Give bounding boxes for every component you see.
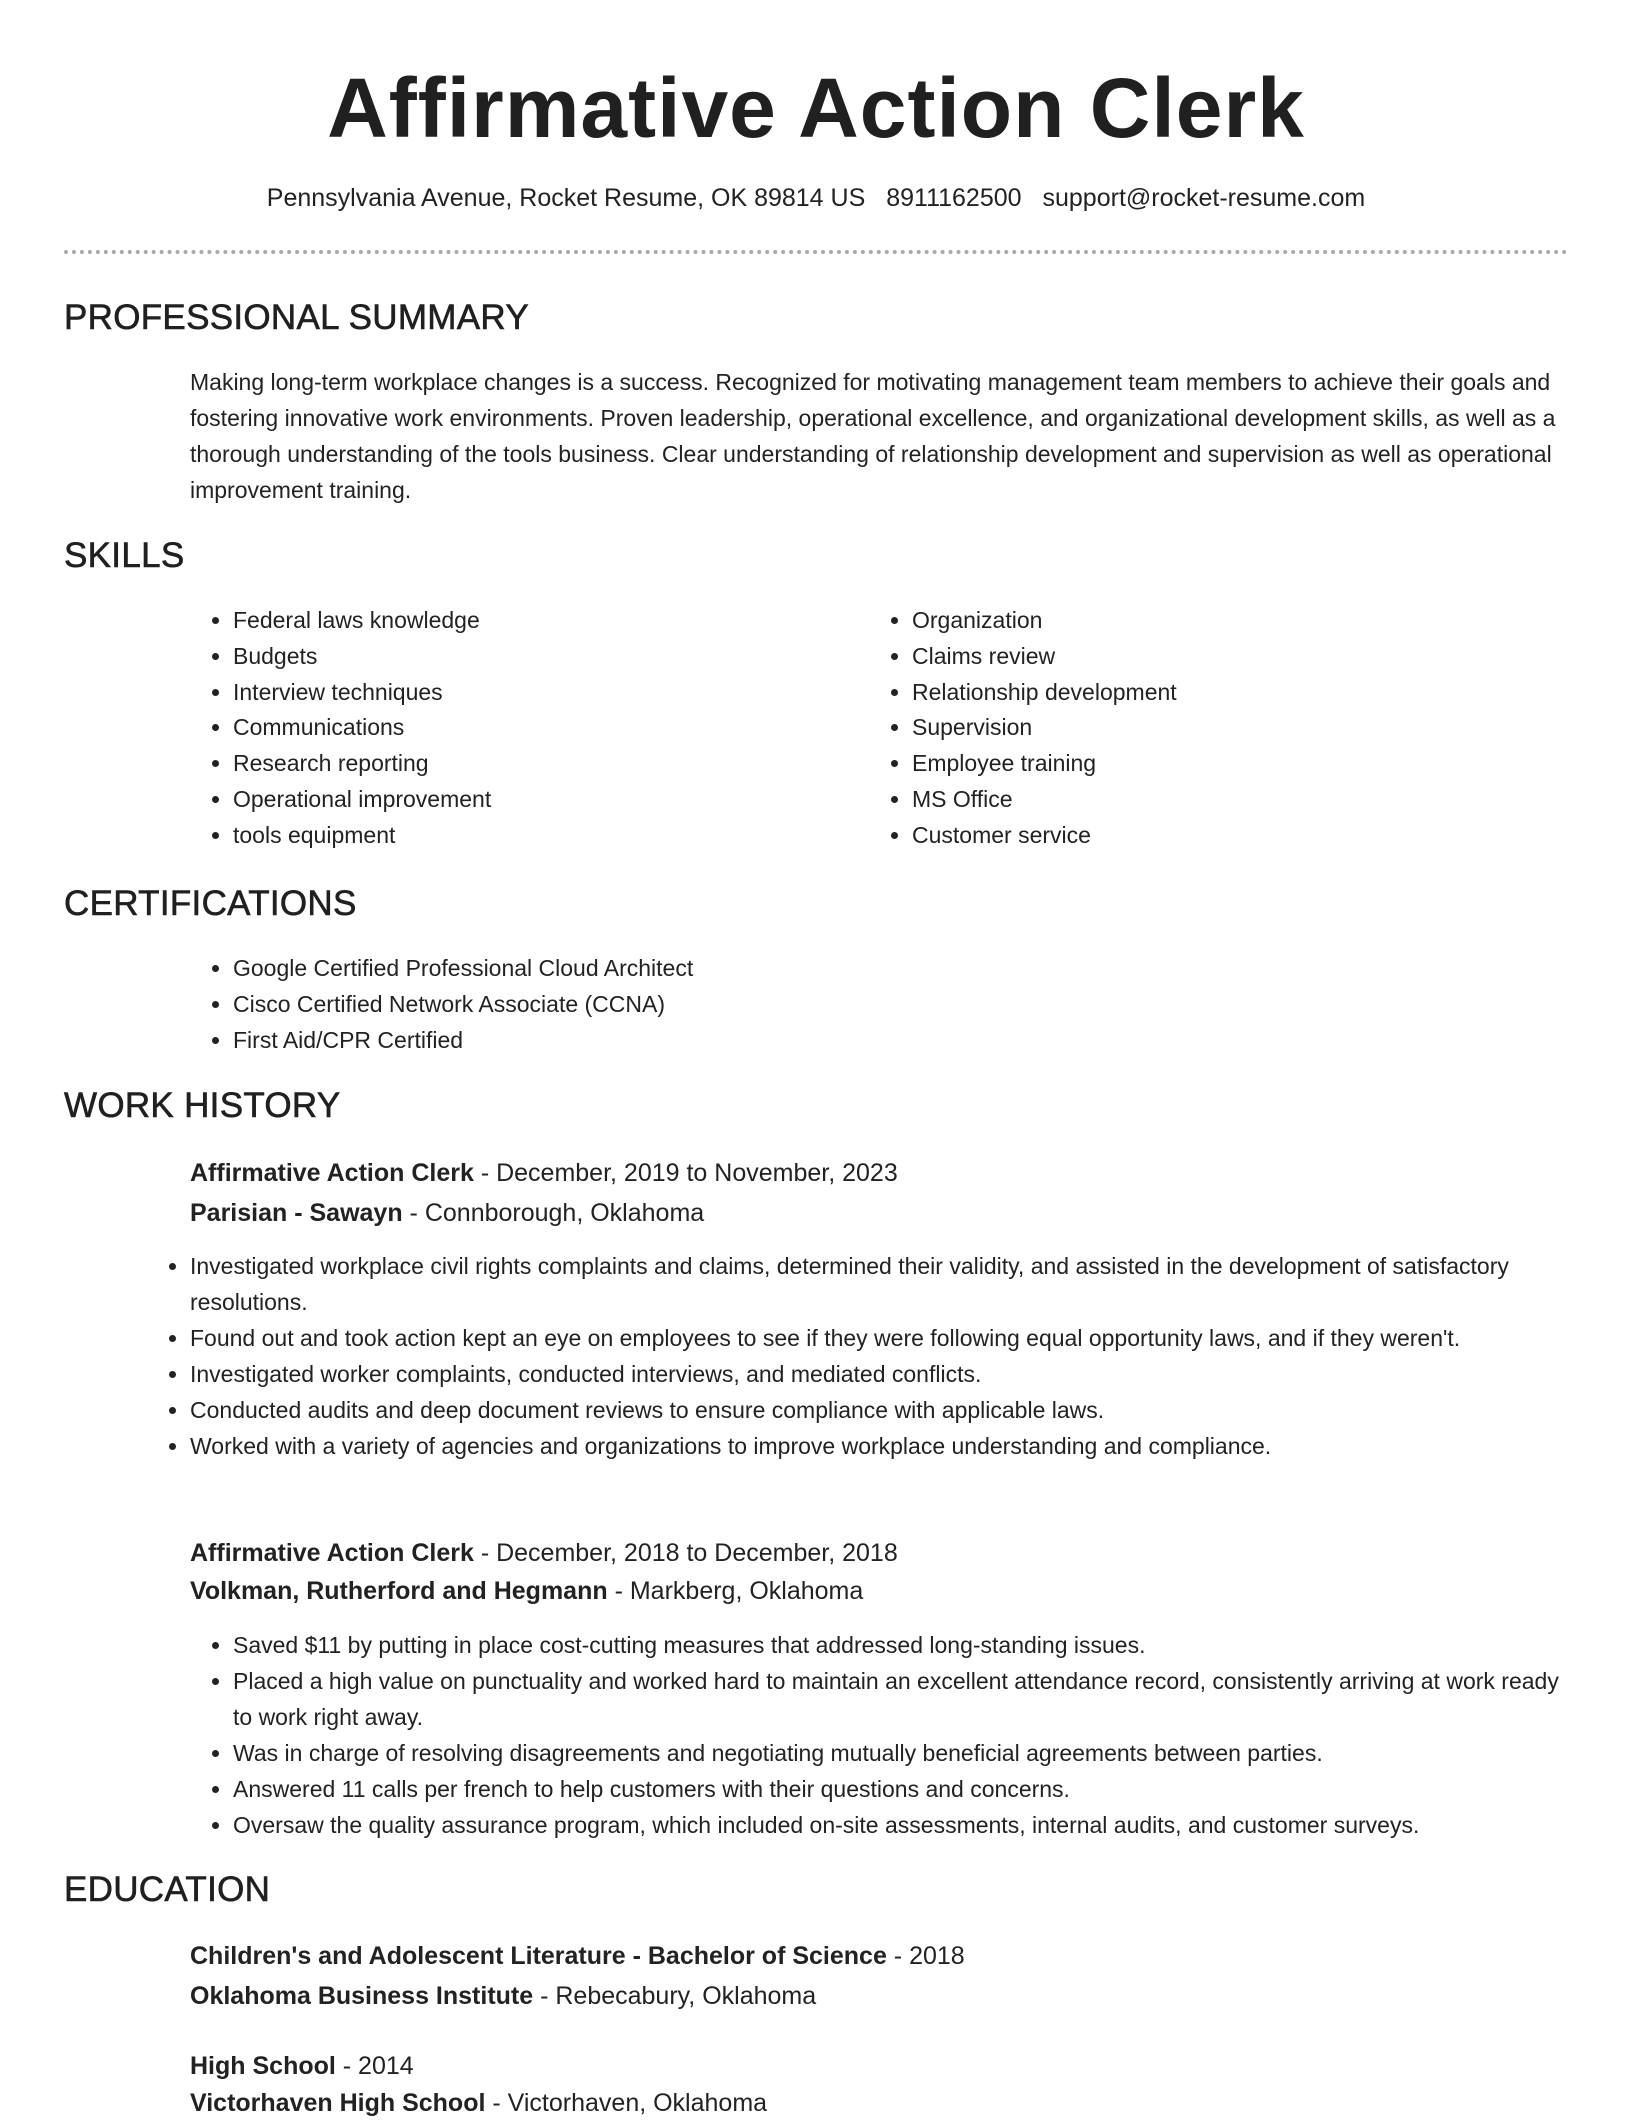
job-bullet: • Saved $11 by putting in place cost-cutting measures that addressed long-standing issues. [233,1627,1560,1663]
job-bullet: • Oversaw the quality assurance program, which included on-site assessments, internal audits, and customer surveys. [233,1807,1560,1843]
job-bullet: • Worked with a variety of agencies and organizations to improve workplace understanding and compliance. [190,1428,1560,1464]
skill-item: • Organization [912,603,1509,639]
certification-item: • Cisco Certified Network Associate (CCNA) [233,986,1190,1022]
contact-email: support@rocket-resume.com [1042,184,1366,212]
skill-item: • Supervision [912,710,1509,746]
education-degree-line [190,2046,414,2086]
work-history-heading: WORK HISTORY [64,1086,341,1125]
skill-item: • Relationship development [912,675,1509,711]
job-location: - Connborough, Oklahoma [402,1199,705,1227]
education-degree: High School [190,2052,336,2080]
job-title-line [190,1153,898,1193]
education-year: - 2018 [886,1942,965,1970]
skill-item: • Budgets [233,639,830,675]
skill-item: • Communications [233,710,830,746]
skills-right-column [869,603,1509,854]
education-school-line [190,2083,767,2123]
education-school-line [190,1976,816,2016]
education-degree-line [190,1936,965,1976]
job-company-line [190,1571,863,1611]
job-bullet: • Investigated worker complaints, conducted interviews, and mediated conflicts. [190,1356,1560,1392]
job-location: - Markberg, Oklahoma [607,1577,864,1605]
skill-item: • Federal laws knowledge [233,603,830,639]
education-location: - Victorhaven, Oklahoma [485,2089,768,2117]
education-location: - Rebecabury, Oklahoma [533,1982,817,2010]
education-degree: Children's and Adolescent Literature - Bachelor of Science [190,1942,887,1970]
skills-left-column [190,603,830,854]
job-bullets [190,1627,1560,1843]
job-bullet: • Placed a high value on punctuality and worked hard to maintain an excellent attendance record, consistently arriving at work ready to work right away. [233,1663,1560,1735]
skill-item: • MS Office [912,782,1509,818]
certifications-heading: CERTIFICATIONS [64,884,357,923]
skill-item: • Customer service [912,818,1509,854]
job-bullet: • Conducted audits and deep document reviews to ensure compliance with applicable laws. [190,1392,1560,1428]
job-title-line [190,1533,898,1573]
job-role: Affirmative Action Clerk [190,1159,474,1187]
skill-item: • Claims review [912,639,1509,675]
job-dates: - December, 2019 to November, 2023 [473,1159,898,1187]
job-bullets [190,1248,1560,1464]
job-company-line [190,1193,704,1233]
resume-name: Affirmative Action Clerk [327,61,1305,155]
summary-heading: PROFESSIONAL SUMMARY [64,298,529,337]
skill-item: • Interview techniques [233,675,830,711]
certification-item: • Google Certified Professional Cloud Architect [233,950,1190,986]
job-bullet: • Found out and took action kept an eye on employees to see if they were following equal opportunity laws, and if they weren't. [190,1320,1560,1356]
contact-line [0,180,1632,216]
skill-item: • Operational improvement [233,782,830,818]
job-role: Affirmative Action Clerk [190,1539,474,1567]
job-company: Parisian - Sawayn [190,1199,403,1227]
skill-item: • tools equipment [233,818,830,854]
certifications-list [190,950,1190,1058]
education-school: Oklahoma Business Institute [190,1982,534,2010]
job-bullet: • Answered 11 calls per french to help customers with their questions and concerns. [233,1771,1560,1807]
summary-text: Making long-term workplace changes is a success. Recognized for motivating management team members to achieve their goals and fostering innovative work environments. Proven leadership, operational excellence, and organizational development skills, as well as a thorough understanding of the tools business. Clear understanding of relationship development and supervision as well as operational improvement training. [190,369,1556,503]
skill-item: • Employee training [912,746,1509,782]
skill-item: • Research reporting [233,746,830,782]
job-bullet: • Was in charge of resolving disagreements and negotiating mutually beneficial agreements between parties. [233,1735,1560,1771]
education-year: - 2014 [335,2052,414,2080]
skills-heading: SKILLS [64,536,185,575]
job-dates: - December, 2018 to December, 2018 [473,1539,898,1567]
contact-phone: 8911162500 [886,184,1022,212]
education-school: Victorhaven High School [190,2089,486,2117]
education-heading: EDUCATION [64,1870,271,1909]
header-divider [64,250,1568,254]
job-company: Volkman, Rutherford and Hegmann [190,1577,608,1605]
contact-address: Pennsylvania Avenue, Rocket Resume, OK 89814 US [266,184,866,212]
certification-item: • First Aid/CPR Certified [233,1022,1190,1058]
job-bullet: • Investigated workplace civil rights complaints and claims, determined their validity, and assisted in the development of satisfactory resolutions. [190,1248,1560,1320]
